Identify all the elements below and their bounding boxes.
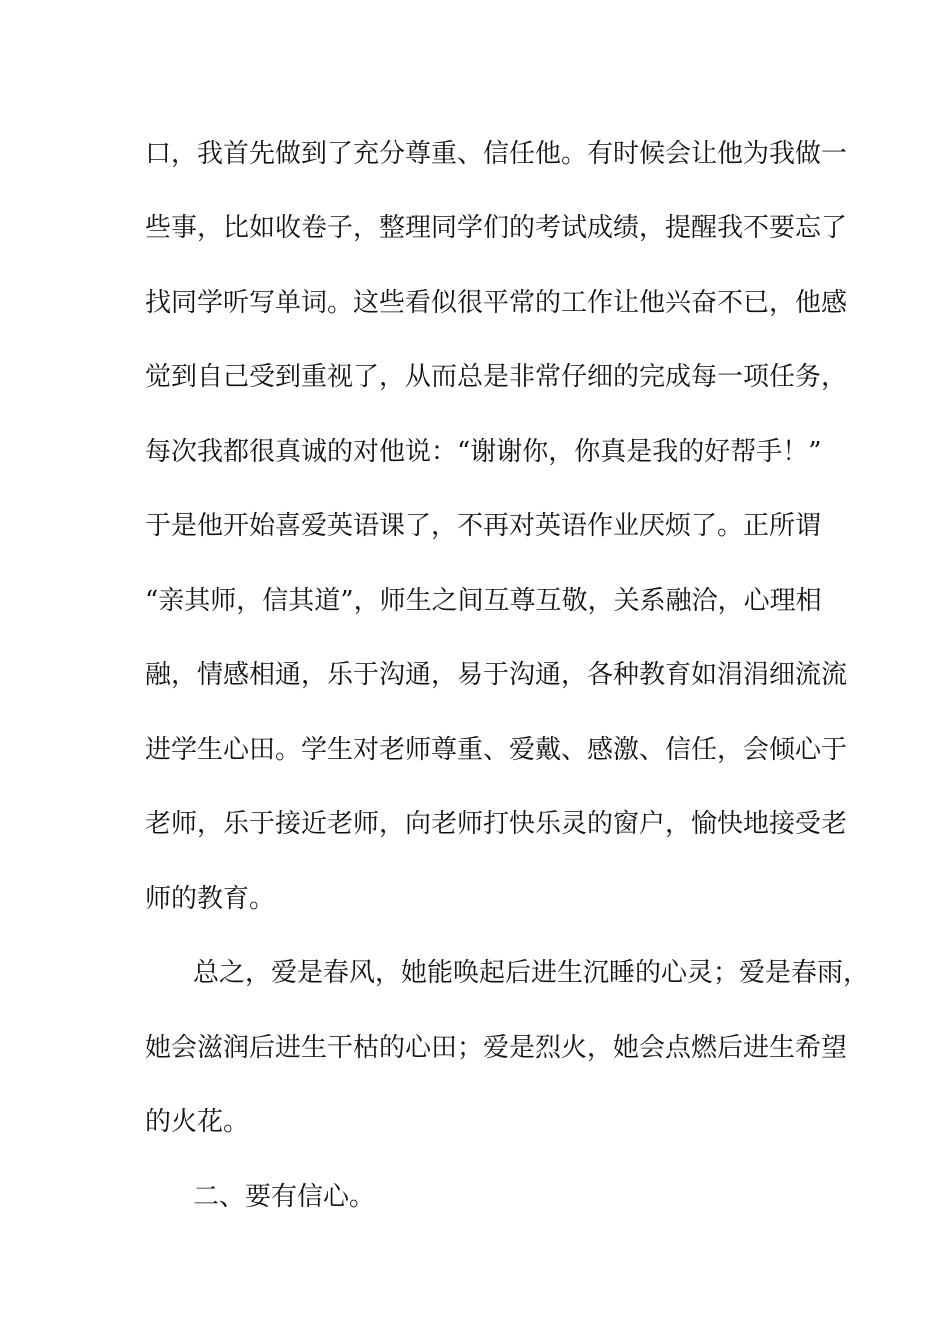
section-heading: 二、要有信心。 — [193, 1182, 376, 1212]
text-line-6: 于是他开始喜爱英语课了，不再对英语作业厌烦了。正所谓 — [145, 511, 822, 541]
text-line-14: 的火花。 — [145, 1107, 250, 1137]
text-line-10: 老师，乐于接近老师，向老师打快乐灵的窗户，愉快地接受老 — [145, 809, 848, 839]
text-line-12: 总之，爱是春风，她能唤起后进生沉睡的心灵；爱是春雨， — [193, 958, 870, 988]
text-line-9: 进学生心田。学生对老师尊重、爱戴、感激、信任，会倾心于 — [145, 735, 848, 765]
text-line-11: 师的教育。 — [145, 884, 276, 914]
text-line-1: 口，我首先做到了充分尊重、信任他。有时候会让他为我做一 — [145, 139, 848, 169]
text-line-2: 些事，比如收卷子，整理同学们的考试成绩，提醒我不要忘了 — [145, 213, 848, 243]
text-line-4: 觉到自己受到重视了，从而总是非常仔细的完成每一项任务， — [145, 362, 848, 392]
text-line-7: “亲其师，信其道”，师生之间互尊互敬，关系融洽，心理相 — [145, 586, 822, 616]
text-line-5: 每次我都很真诚的对他说：“谢谢你，你真是我的好帮手！” — [145, 437, 822, 467]
text-line-8: 融，情感相通，乐于沟通，易于沟通，各种教育如涓涓细流流 — [145, 660, 848, 690]
text-line-3: 找同学听写单词。这些看似很平常的工作让他兴奋不已，他感 — [145, 288, 848, 318]
text-line-13: 她会滋润后进生干枯的心田；爱是烈火，她会点燃后进生希望 — [145, 1033, 848, 1063]
